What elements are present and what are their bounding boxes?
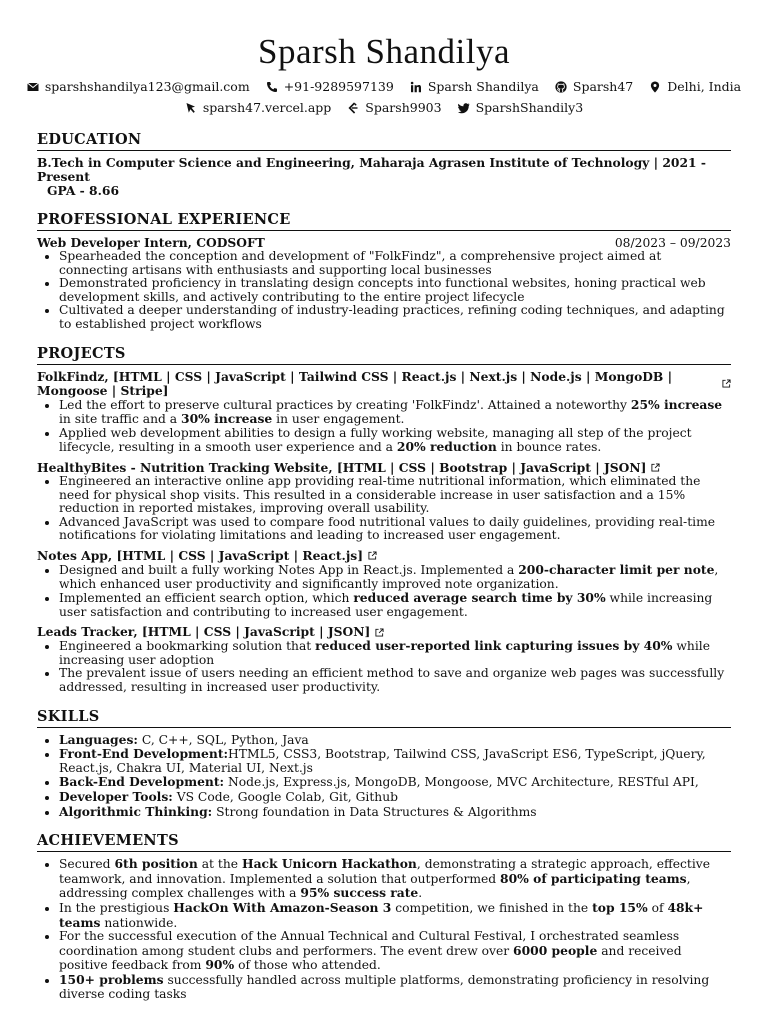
linkedin-text: Sparsh Shandilya	[427, 79, 539, 94]
contact-linkedin[interactable]	[410, 76, 539, 97]
text-run-bold: 25% increase	[630, 396, 723, 412]
project-leads-tracker	[37, 625, 731, 694]
skill-value: VS Code, Google Colab, Git, Github	[172, 790, 399, 805]
external-link-icon[interactable]	[722, 379, 731, 388]
list-item: • Cultivated a deeper understanding of industry-leading practices, refining coding techniques, and adapting to established project workflows	[59, 304, 731, 331]
text-run: , demonstrating a strategic approach, effective teamwork, and innovation. Implemented a solution that outperformed	[59, 857, 710, 886]
project-healthybites	[37, 461, 731, 543]
list-item	[59, 563, 731, 591]
contact-twitter[interactable]	[458, 97, 584, 118]
text-run: successfully handled across multiple platforms, demonstrating proficiency in resolving diverse coding tasks	[59, 972, 710, 1001]
cursor-icon	[185, 102, 197, 114]
text-run: while increasing user adoption	[59, 639, 710, 667]
skill-value: C, C++, SQL, Python, Java	[137, 732, 309, 747]
contact-row-1	[37, 76, 742, 97]
text-run: in site traffic and a	[59, 412, 182, 427]
external-link-icon[interactable]	[651, 463, 660, 472]
text-run: of	[647, 901, 668, 915]
text-run: Designed and built a fully working Notes App in React.js. Implemented a	[59, 562, 519, 577]
skill-label: Languages:	[59, 731, 138, 747]
email-text: sparshshandilya123@gmail.com	[44, 79, 250, 94]
section-title-experience: PROFESSIONAL EXPERIENCE	[37, 211, 731, 231]
skills-list	[37, 733, 731, 820]
experience-bullets	[37, 250, 731, 332]
skill-label: Back-End Development:	[59, 774, 225, 790]
section-title-skills: SKILLS	[37, 708, 731, 728]
experience-role: Web Developer Intern, CODSOFT	[37, 235, 265, 250]
project-title-text: Leads Tracker, [HTML | CSS | JavaScript | JSON]	[37, 624, 371, 640]
candidate-name: Sparsh Shandilya	[257, 32, 510, 71]
project-title-text: FolkFindz, [HTML | CSS | JavaScript | Tailwind CSS | React.js | Next.js | Node.js | MongoDB | Mongoose | Stripe]	[37, 368, 673, 398]
section-title-achievements: ACHIEVEMENTS	[37, 832, 731, 852]
text-run-bold: 48k+ teams	[59, 900, 704, 930]
list-item: • Demonstrated proficiency in translating design concepts into functional websites, honing practical web development skills, and actively contributing to the entire project lifecycle	[59, 277, 731, 304]
skill-value: Node.js, Express.js, MongoDB, Mongoose, MVC Architecture, RESTful API,	[224, 775, 699, 790]
list-item	[59, 857, 731, 901]
leetcode-text: Sparsh9903	[365, 100, 442, 115]
text-run: Secured	[59, 857, 115, 872]
text-run: in user engagement.	[272, 412, 405, 427]
list-item	[59, 591, 731, 619]
project-notes-app	[37, 549, 731, 619]
text-run: .	[418, 886, 423, 901]
contact-github[interactable]	[555, 76, 633, 97]
list-item: • Engineered an interactive online app providing real-time nutritional information, which eliminated the need for physical shop visits. This resulted in a considerable increase in user satisfaction and a 15% reduction in reported mistakes, improving overall usability.	[59, 475, 731, 516]
project-folkfindz	[37, 370, 731, 455]
text-run: In the prestigious	[59, 901, 174, 915]
project-bullets	[37, 563, 731, 619]
list-item: • Advanced JavaScript was used to compare food nutritional values to daily guidelines, providing real-time notifications for violating limitations and leading to increased user engagement.	[59, 516, 731, 543]
achievements-list	[37, 857, 731, 1001]
education-section	[37, 131, 731, 198]
project-title-text: HealthyBites - Nutrition Tracking Website, [HTML | CSS | Bootstrap | JavaScript | JSON]	[37, 459, 647, 475]
contact-email[interactable]	[27, 76, 250, 97]
experience-entry-head	[37, 236, 731, 250]
skill-value: Strong foundation in Data Structures & Algorithms	[212, 804, 537, 819]
text-run: while increasing user satisfaction and contributing to increased user engagement.	[59, 591, 713, 619]
text-run-bold: 150+ problems	[59, 971, 164, 987]
list-item	[59, 775, 731, 790]
list-item: • Spearheaded the conception and development of "FolkFindz", a comprehensive project aimed at connecting artisans with enthusiasts and supporting local businesses	[59, 250, 731, 277]
list-item	[59, 973, 731, 1001]
list-item	[59, 427, 731, 455]
project-title[interactable]	[37, 370, 731, 398]
skill-label: Front-End Development:	[59, 746, 229, 762]
text-run-bold: 80% of participating teams	[500, 870, 687, 886]
contact-phone[interactable]	[266, 76, 394, 97]
text-run: Led the effort to preserve cultural practices by creating 'FolkFindz'. Attained a noteworthy	[59, 397, 631, 412]
text-run: Engineered a bookmarking solution that	[59, 639, 316, 654]
list-item	[59, 639, 731, 667]
text-run-bold: reduced average search time by 30%	[353, 590, 606, 606]
section-title-projects: PROJECTS	[37, 345, 731, 365]
text-run-bold: 200-character limit per note	[518, 561, 715, 577]
text-run: and received positive feedback from	[59, 943, 682, 973]
project-head	[37, 549, 731, 563]
text-run: competition, we finished in the	[391, 901, 593, 915]
text-run-bold: top 15%	[592, 900, 648, 915]
twitter-text: SparshShandily3	[475, 100, 584, 115]
project-bullets	[37, 475, 731, 543]
project-head	[37, 625, 731, 639]
education-degree: B.Tech in Computer Science and Engineering, Maharaja Agrasen Institute of Technology | 2021 - Present	[37, 155, 706, 184]
list-item	[59, 901, 731, 930]
text-run-bold: 95% success rate	[300, 885, 419, 901]
skill-label: Developer Tools:	[59, 789, 173, 805]
list-item	[59, 805, 731, 820]
list-item	[59, 747, 731, 775]
skill-label: Algorithmic Thinking:	[59, 803, 213, 819]
text-run: , addressing complex challenges with a	[59, 871, 691, 901]
text-run: in bounce rates.	[496, 440, 602, 455]
text-run: Applied web development abilities to design a fully working website, managing all step of the project lifecycle, resulting in a smooth user experience and a	[59, 425, 692, 455]
experience-dates: 08/2023 – 09/2023	[614, 236, 731, 250]
text-run-bold: 30% increase	[181, 411, 273, 427]
resume-page	[37, 30, 742, 1007]
project-title-text: Notes App, [HTML | CSS | JavaScript | React.js]	[37, 547, 364, 563]
list-item	[59, 790, 731, 805]
text-run-bold: 20% reduction	[396, 439, 497, 455]
linkedin-icon	[410, 81, 422, 93]
project-bullets	[37, 398, 731, 455]
projects-section	[37, 345, 731, 695]
text-run-bold: reduced user-reported link capturing issues by 40%	[315, 638, 673, 654]
text-run: nationwide.	[100, 915, 178, 930]
twitter-icon	[458, 102, 470, 114]
text-run-bold: 6th position	[114, 856, 198, 872]
project-title[interactable]	[37, 549, 377, 563]
phone-icon	[266, 81, 278, 93]
phone-text: +91-9289597139	[283, 79, 394, 94]
location-text: Delhi, India	[667, 79, 742, 94]
website-text: sparsh47.vercel.app	[202, 100, 332, 115]
section-title-education: EDUCATION	[37, 131, 731, 151]
contact-leetcode[interactable]	[347, 97, 441, 118]
contact-website[interactable]	[185, 97, 331, 118]
project-title[interactable]	[37, 625, 384, 639]
text-run-bold: 6000 people	[513, 942, 598, 958]
list-item	[59, 398, 731, 427]
text-run-bold: Hack Unicorn Hackathon	[241, 856, 417, 872]
list-item	[59, 733, 731, 748]
skill-value: HTML5, CSS3, Bootstrap, Tailwind CSS, JavaScript ES6, TypeScript, jQuery, React.js, Chakra UI, Material UI, Next.js	[59, 747, 706, 775]
text-run-bold: 90%	[205, 957, 235, 973]
text-run: at the	[197, 857, 242, 872]
external-link-icon[interactable]	[375, 628, 384, 637]
project-bullets	[37, 639, 731, 694]
map-pin-icon	[649, 81, 661, 93]
contact-location	[649, 76, 741, 97]
text-run-bold: HackOn With Amazon-Season 3	[173, 900, 392, 915]
project-title[interactable]	[37, 461, 660, 475]
text-run: of those who attended.	[234, 958, 381, 973]
github-icon	[555, 81, 567, 93]
github-text: Sparsh47	[572, 79, 634, 94]
experience-section	[37, 211, 731, 332]
list-item	[59, 930, 731, 973]
text-run: , which enhanced user productivity and significantly improved note organization.	[59, 562, 719, 591]
leetcode-icon	[347, 102, 359, 114]
project-head	[37, 370, 731, 398]
list-item: • The prevalent issue of users needing an efficient method to save and organize web pages was successfully addressed, resulting in increased user productivity.	[59, 667, 731, 694]
skills-section	[37, 708, 731, 820]
education-gpa: GPA - 8.66	[47, 183, 120, 198]
text-run: Implemented an efficient search option, which	[59, 591, 354, 606]
contact-row-2	[37, 97, 731, 118]
text-run: For the successful execution of the Annual Technical and Cultural Festival, I orchestrated seamless coordination among student clubs and performers. The event drew over	[59, 929, 680, 958]
external-link-icon[interactable]	[368, 551, 377, 560]
achievements-section	[37, 832, 731, 1001]
envelope-icon	[27, 81, 39, 93]
project-head	[37, 461, 731, 475]
